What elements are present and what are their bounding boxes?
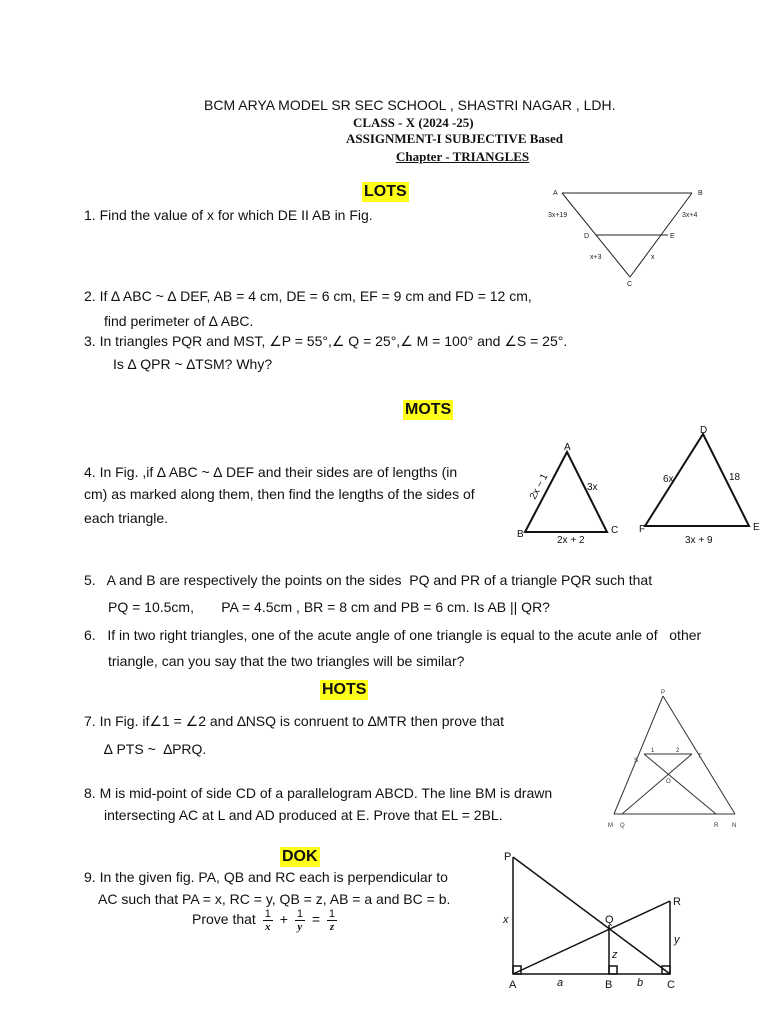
label-C: C (611, 525, 619, 536)
label-N: N (732, 823, 737, 829)
question-5-line1: 5. A and B are respectively the points on the sides PQ and PR of a triangle PQR such that (84, 572, 653, 588)
label-D: D (584, 233, 590, 240)
label-A: A (564, 442, 571, 453)
label-P: P (504, 851, 512, 863)
label-E: E (753, 522, 760, 533)
label-B: B (605, 979, 613, 991)
question-9-line1: 9. In the given fig. PA, QB and RC each is perpendicular to (84, 869, 448, 885)
question-3-line2: Is ∆ QPR ~ ∆TSM? Why? (113, 356, 273, 372)
label-Q: Q (605, 914, 614, 926)
section-mots: MOTS (405, 401, 452, 418)
label-EC: x (651, 254, 655, 261)
label-BE: 3x+4 (682, 212, 698, 219)
label-B: B (698, 190, 703, 197)
label-A: A (509, 979, 517, 991)
question-6-line1: 6. If in two right triangles, one of the acute angle of one triangle is equal to the acute anle of other (84, 627, 702, 643)
fraction-1-over-y (295, 908, 305, 933)
label-angle-1: 1 (651, 748, 655, 754)
assignment-title: ASSIGNMENT-I SUBJECTIVE Based (346, 131, 563, 146)
label-b: b (637, 977, 644, 989)
fraction-denominator-y: y (297, 921, 303, 933)
label-AD: 3x+19 (548, 212, 568, 219)
question-7-line1: 7. In Fig. if∠1 = ∠2 and ∆NSQ is conruent to ∆MTR then prove that (84, 713, 505, 729)
fraction-denominator-x: x (265, 921, 271, 933)
fraction-1-over-z (327, 908, 337, 933)
label-FE: 3x + 9 (685, 535, 713, 546)
fraction-numerator: 1 (264, 908, 271, 920)
question-4-line1: 4. In Fig. ,if ∆ ABC ~ ∆ DEF and their sides are of lengths (in (84, 464, 458, 480)
question-2-line1: 2. If ∆ ABC ~ ∆ DEF, AB = 4 cm, DE = 6 cm, EF = 9 cm and FD = 12 cm, (84, 288, 532, 304)
question-5-line2: PQ = 10.5cm, PA = 4.5cm , BR = 8 cm and PB = 6 cm. Is AB || QR? (108, 599, 550, 615)
question-7-line2: ∆ PTS ~ ∆PRQ. (104, 741, 207, 757)
label-BC: 2x + 2 (557, 535, 585, 546)
equals-sign: = (311, 911, 321, 928)
label-DF: 6x (663, 474, 674, 485)
label-C: C (627, 281, 633, 288)
question-4-line3: each triangle. (84, 510, 169, 526)
label-z: z (612, 949, 618, 961)
label-F: F (639, 524, 646, 535)
figure-q4-triangles (513, 422, 765, 550)
fraction-denominator-z: z (329, 921, 335, 933)
label-A: A (553, 190, 558, 197)
question-9-prove (192, 908, 340, 933)
label-E: E (670, 233, 675, 240)
class-title: CLASS - X (2024 -25) (353, 115, 474, 130)
figure-q9-perpendiculars (495, 845, 695, 995)
fraction-1-over-x (263, 908, 273, 933)
label-B: B (517, 529, 524, 540)
question-3-line1: 3. In triangles PQR and MST, ∠P = 55°,∠ Q = 25°,∠ M = 100° and ∠S = 25°. (84, 333, 568, 349)
label-y: y (674, 934, 680, 946)
question-4-line2: cm) as marked along them, then find the lengths of the sides of (84, 486, 475, 502)
question-8-line2: intersecting AC at L and AD produced at E. Prove that EL = 2BL. (104, 807, 503, 823)
label-R: R (714, 823, 719, 829)
fraction-numerator: 1 (328, 908, 336, 920)
label-DC: x+3 (590, 254, 602, 261)
question-6-line2: triangle, can you say that the two triangles will be similar? (108, 653, 465, 669)
label-R: R (673, 896, 681, 908)
label-x: x (503, 914, 509, 926)
label-C: C (667, 979, 675, 991)
question-2-line2: find perimeter of ∆ ABC. (104, 313, 254, 329)
question-1: 1. Find the value of x for which DE II AB in Fig. (84, 207, 373, 223)
figure-q7-triangle (600, 688, 750, 833)
label-a: a (557, 977, 564, 989)
label-S: S (634, 758, 639, 764)
chapter-title: Chapter - TRIANGLES (396, 149, 530, 164)
label-D: D (700, 425, 708, 436)
fraction-numerator: 1 (296, 908, 303, 920)
school-name: BCM ARYA MODEL SR SEC SCHOOL , SHASTRI NAGAR , LDH. (204, 97, 616, 113)
label-AB: 2x − 1 (527, 471, 551, 502)
section-dok: DOK (282, 848, 318, 865)
question-8-line1: 8. M is mid-point of side CD of a parallelogram ABCD. The line BM is drawn (84, 785, 553, 801)
prove-that-label: Prove that (192, 911, 256, 928)
label-P: P (661, 690, 666, 696)
plus-sign: + (279, 911, 288, 928)
label-T: T (698, 754, 702, 760)
label-angle-2: 2 (676, 748, 680, 754)
label-Q: Q (620, 823, 625, 829)
figure-q1-triangle (540, 185, 715, 290)
section-hots: HOTS (322, 681, 367, 698)
label-AC: 3x (587, 482, 598, 493)
label-O: O (666, 779, 671, 785)
question-9-line2: AC such that PA = x, RC = y, QB = z, AB = a and BC = b. (98, 891, 451, 907)
section-lots: LOTS (364, 183, 407, 200)
label-DE: 18 (729, 472, 741, 483)
label-M: M (608, 823, 613, 829)
